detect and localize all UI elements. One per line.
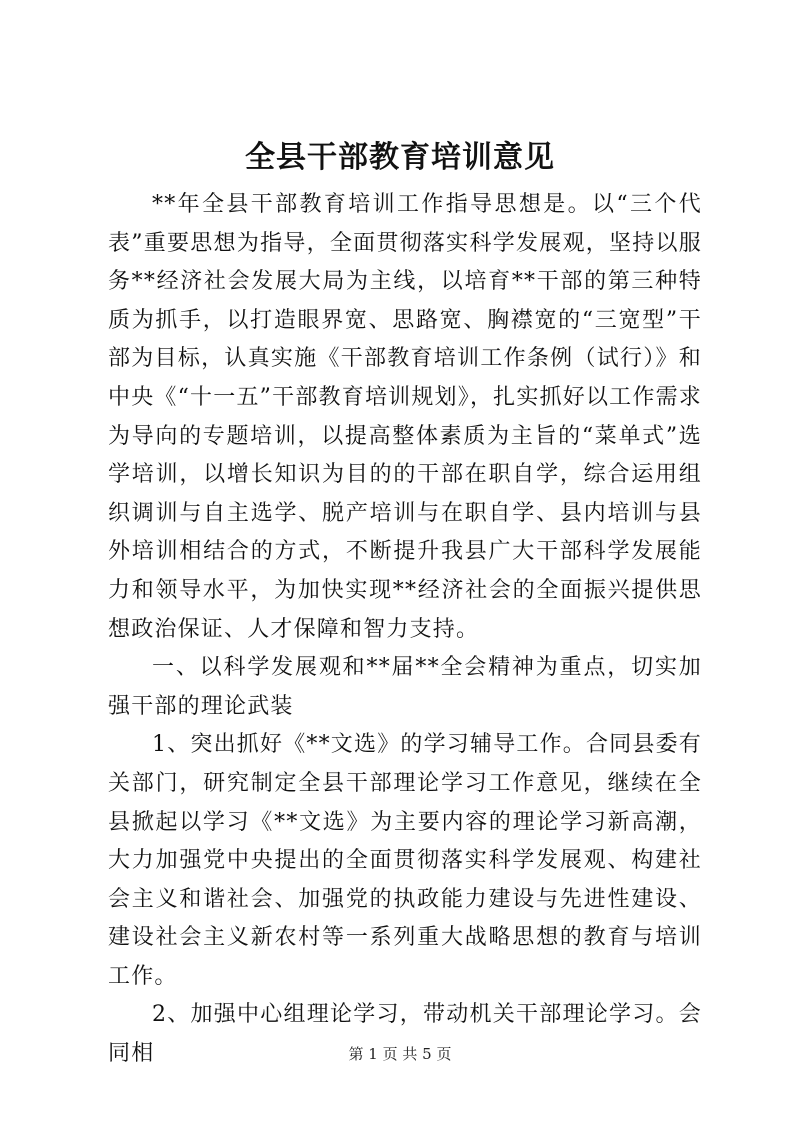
page-number-footer: 第 1 页 共 5 页 xyxy=(348,1045,452,1063)
document-body xyxy=(108,186,702,1074)
paragraph-guiding-ideology: **年全县干部教育培训工作指导思想是。以“三个代表”重要思想为指导，全面贯彻落实科学发展观，坚持以服务**经济社会发展大局为主线，以培育**干部的第三种特质为抓手，以打造眼界宽、思路宽、胸襟宽的“三宽型”干部为目标，认真实施《干部教育培训工作条例（试行）》和中央《“十一五”干部教育培训规划》，扎实抓好以工作需求为导向的专题培训，以提高整体素质为主旨的“菜单式”选学培训，以增长知识为目的的干部在职自学，综合运用组织调训与自主选学、脱产培训与在职自学、县内培训与县外培训相结合的方式，不断提升我县广大干部科学发展能力和领导水平，为加快实现**经济社会的全面振兴提供思想政治保证、人才保障和智力支持。 xyxy=(108,192,702,642)
document-title: 全县干部教育培训意见 xyxy=(245,140,555,175)
paragraph-item-2: 2、加强中心组理论学习，带动机关干部理论学习。会同相 xyxy=(108,1002,702,1067)
paragraph-item-1: 1、突出抓好《**文选》的学习辅导工作。合同县委有关部门，研究制定全县干部理论学习工作意见，继续在全县掀起以学习《**文选》为主要内容的理论学习新高潮，大力加强党中央提出的全面贯彻落实科学发展观、构建社会主义和谐社会、加强党的执政能力建设与先进性建设、建设社会主义新农村等一系列重大战略思想的教育与培训工作。 xyxy=(108,732,702,989)
section-heading-1: 一、以科学发展观和**届**全会精神为重点，切实加强干部的理论武装 xyxy=(108,655,702,719)
